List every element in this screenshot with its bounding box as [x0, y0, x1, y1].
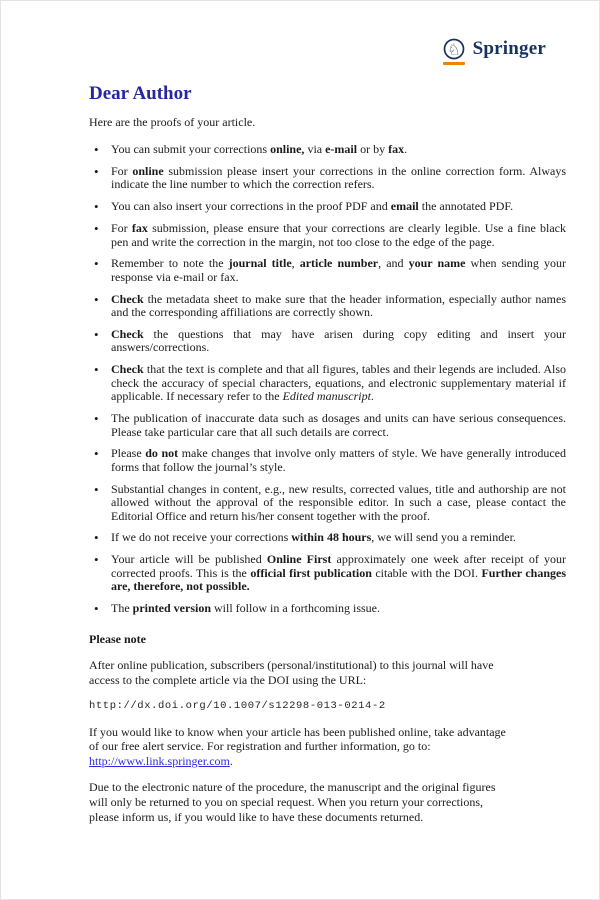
bullet-item: [89, 200, 566, 213]
please-note-heading: Please note: [89, 632, 146, 647]
text-segment: make changes that involve only matters of style. We have generally introduced forms that follow the journal’s style.: [111, 446, 567, 474]
text-segment: e-mail: [325, 142, 358, 156]
text-segment: journal title: [228, 256, 292, 271]
bullet-item: [89, 222, 566, 249]
text-segment: The: [111, 601, 133, 616]
text-segment: the annotated PDF.: [418, 199, 514, 214]
text-segment: Please: [111, 446, 146, 461]
text-segment: the metadata sheet to make sure that the header information, especially author names and the corresponding affiliations are correctly shown.: [111, 291, 566, 320]
text-segment: citable with the DOI.: [371, 565, 482, 580]
springer-horse-icon: [441, 35, 467, 65]
text-segment: Online First: [266, 552, 332, 567]
text-segment: Check: [111, 362, 144, 377]
brand-name: Springer: [472, 38, 546, 59]
alert-service-paragraph: [89, 725, 566, 769]
text-segment: within 48 hours: [291, 530, 372, 545]
intro-text: Here are the proofs of your article.: [89, 115, 256, 129]
return-policy-paragraph: Due to the electronic nature of the procedure, the manuscript and the original figures will only be returned to you on special request. When you return your corrections, please inform us, if you would like to have these documents returned.: [89, 780, 496, 824]
text-segment: You can also insert your corrections in the proof PDF and: [111, 199, 391, 214]
page-title: Dear Author: [89, 83, 192, 104]
text-segment: official first publication: [250, 565, 372, 580]
text-segment: via: [304, 142, 326, 156]
bullet-item: [89, 483, 566, 523]
text-segment: that the text is complete and that all figures, tables and their legends are included. Also check the accuracy of special characters, equations, and electronic supplementary material if applicable. If necessary refer to the: [111, 362, 566, 404]
text-segment: Remember to note the: [111, 256, 229, 271]
bullet-item: [89, 553, 566, 593]
text-segment: You can submit your corrections: [111, 142, 271, 156]
text-segment: fax: [131, 221, 148, 236]
text-segment: ,: [291, 256, 300, 271]
bullet-item: [89, 143, 566, 156]
text-segment: Check: [111, 327, 144, 342]
text-segment: fax: [388, 142, 405, 156]
text-segment: the questions that may have arisen during copy editing and insert your answers/corrections.: [111, 327, 566, 355]
page-header: [89, 35, 566, 71]
text-segment: do not: [145, 446, 179, 461]
text-segment: .: [404, 142, 408, 156]
bullet-item: [89, 602, 566, 615]
text-segment: will follow in a forthcoming issue.: [211, 601, 380, 616]
bullet-item: [89, 328, 566, 355]
text-segment: For: [111, 163, 133, 178]
bullet-item: [89, 293, 566, 320]
text-segment: Your article will be published: [111, 552, 267, 567]
text-segment: The publication of inaccurate data such as dosages and units can have serious consequences. Please take particular care that all such details are correct.: [111, 411, 566, 439]
text-segment: Check: [111, 291, 144, 306]
bullet-item: [89, 447, 566, 474]
text-segment: Edited manuscript: [282, 389, 371, 404]
text-segment: , we will send you a reminder.: [371, 530, 516, 545]
text-segment: Further changes are, therefore, not possible.: [111, 565, 566, 594]
text-segment: , and: [378, 256, 409, 271]
text-segment: your name: [408, 256, 466, 271]
text-segment: article number: [299, 256, 379, 271]
text-segment: For: [111, 221, 132, 236]
text-segment: or by: [357, 142, 389, 156]
bullet-item: [89, 412, 566, 439]
text-segment: online: [132, 163, 164, 178]
text-segment: .: [370, 389, 374, 404]
text-segment: online,: [270, 142, 305, 156]
text-segment: approximately one week after receipt of your corrected proofs. This is the: [111, 552, 566, 580]
svg-text:♘: ♘: [446, 40, 461, 59]
link-suffix: .: [229, 753, 233, 768]
doi-intro-paragraph: After online publication, subscribers (personal/institutional) to this journal will have access to the complete article via the DOI using the URL:: [89, 658, 494, 688]
bullet-item: [89, 165, 566, 192]
springer-link[interactable]: http://www.link.springer.com: [89, 753, 230, 768]
text-segment: If we do not receive your corrections: [111, 530, 292, 545]
text-segment: submission, please ensure that your corrections are clearly legible. Use a fine black pen and write the correction in the margin, not too close to the edge of the page.: [111, 221, 567, 249]
bullet-item: [89, 363, 566, 403]
instructions-list: [89, 143, 566, 615]
alert-service-text: If you would like to know when your article has been published online, take advantage of our free alert service. For registration and further information, go to:: [89, 724, 506, 754]
bullet-item: [89, 257, 566, 284]
logo-orange-underline: [443, 62, 465, 65]
text-segment: printed version: [132, 601, 211, 616]
bullet-item: [89, 531, 566, 544]
text-segment: Substantial changes in content, e.g., new results, corrected values, title and authorship are not allowed without the approval of the responsible editor. In such a case, please contact the Editorial Office and return his/her consent together with the proof.: [111, 481, 566, 523]
text-segment: when sending your response via e-mail or fax.: [111, 256, 567, 284]
springer-logo: [441, 35, 546, 71]
text-segment: submission please insert your corrections in the online correction form. Always indicate the line number to which the correction refers.: [111, 163, 566, 192]
doi-url: http://dx.doi.org/10.1007/s12298-013-0214-2: [89, 699, 386, 712]
text-segment: email: [390, 199, 419, 214]
